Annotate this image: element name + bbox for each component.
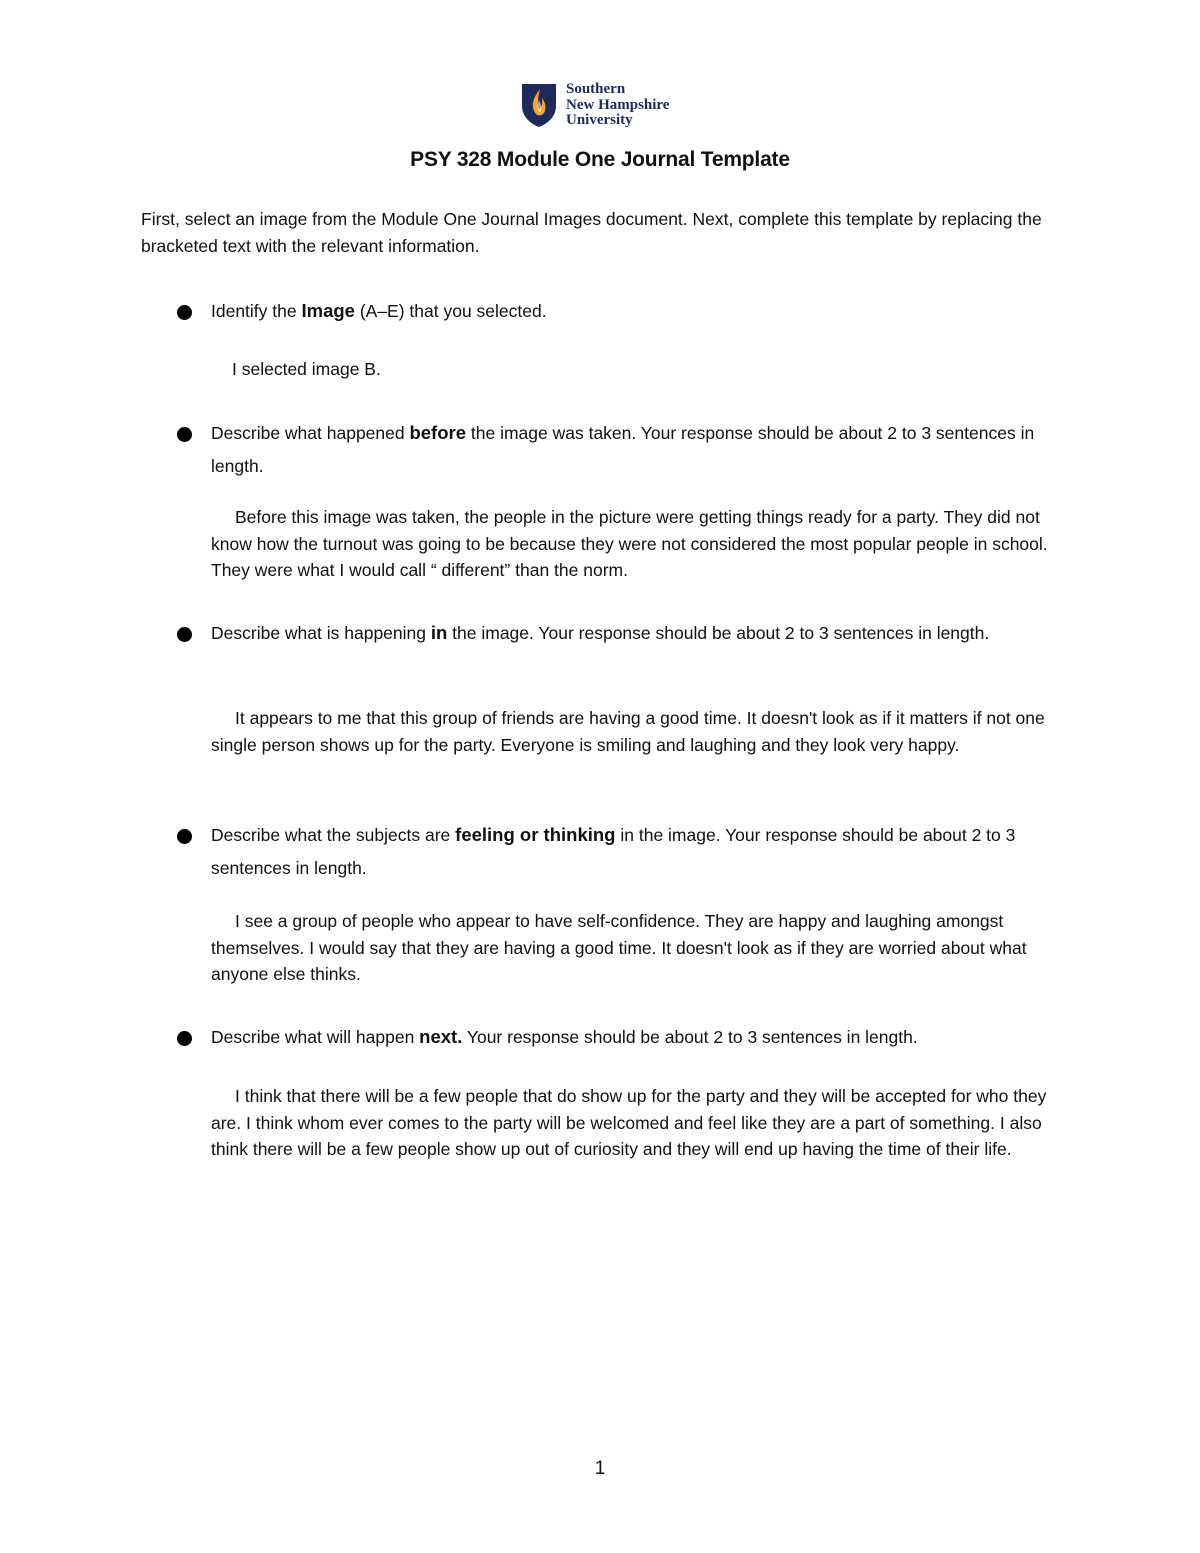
prompt-emphasis: next. [419, 1026, 463, 1047]
item-answer: Before this image was taken, the people in the picture were getting things ready for a party. They did not know how the turnout was going to be because they were not considered the most popular people in school. They were what I would call “ different” than the norm. [211, 507, 1048, 580]
prompt-text: Describe what is happening [211, 623, 431, 643]
prompt-text: Describe what happened [211, 423, 410, 443]
logo-line-2: New Hampshire [566, 96, 670, 113]
item-prompt [211, 616, 1061, 650]
item-answer: I selected image B. [232, 359, 381, 379]
bullet-icon [177, 627, 192, 642]
item-answer: It appears to me that this group of friends are having a good time. It doesn't look as if it matters if not one single person shows up for the party. Everyone is smiling and laughing and they look very happy. [211, 708, 1045, 755]
item-prompt [211, 1020, 1061, 1054]
prompt-emphasis: in [430, 622, 448, 643]
prompt-emphasis: before [409, 422, 467, 443]
prompt-emphasis: feeling or thinking [455, 824, 616, 845]
item-prompt [211, 818, 1061, 885]
item-answer: I think that there will be a few people that do show up for the party and they will be accepted for who they are. I think whom ever comes to the party will be welcomed and feel like they are a part of something. I also think there will be a few people show up out of curiosity and they will end up having the time of their life. [211, 1086, 1047, 1159]
prompt-text: the image was taken. Your response should be about 2 to 3 sentences in length. [211, 423, 1035, 476]
prompt-text: Describe what will happen [211, 1027, 420, 1047]
intro-paragraph: First, select an image from the Module One Journal Images document. Next, complete this template by replacing the bracketed text with the relevant information. [141, 209, 1042, 256]
bullet-icon [177, 427, 192, 442]
item-prompt [211, 294, 1061, 328]
page-number: 1 [594, 1458, 606, 1479]
item-answer: I see a group of people who appear to have self-confidence. They are happy and laughing amongst themselves. I would say that they are having a good time. It doesn't look as if they are worried about what anyone else thinks. [211, 911, 1027, 984]
shield-flame-icon [520, 82, 558, 128]
logo-line-1: Southern [566, 81, 626, 97]
prompt-text: (A–E) that you selected. [354, 301, 547, 321]
logo-wordmark [566, 82, 669, 129]
document-title: PSY 328 Module One Journal Template [410, 148, 790, 171]
prompt-text: the image. Your response should be about 2 to 3 sentences in length. [447, 623, 990, 643]
item-prompt [211, 416, 1061, 483]
prompt-emphasis: Image [301, 300, 355, 321]
prompt-text: Identify the [211, 301, 302, 321]
university-logo [520, 82, 669, 129]
prompt-text: Your response should be about 2 to 3 sentences in length. [462, 1027, 918, 1047]
logo-line-3: University [566, 112, 633, 128]
bullet-icon [177, 1031, 192, 1046]
bullet-icon [177, 829, 192, 844]
bullet-icon [177, 305, 192, 320]
prompt-text: in the image. Your response should be about 2 to 3 sentences in length. [211, 825, 1016, 878]
prompt-text: Describe what the subjects are [211, 825, 456, 845]
